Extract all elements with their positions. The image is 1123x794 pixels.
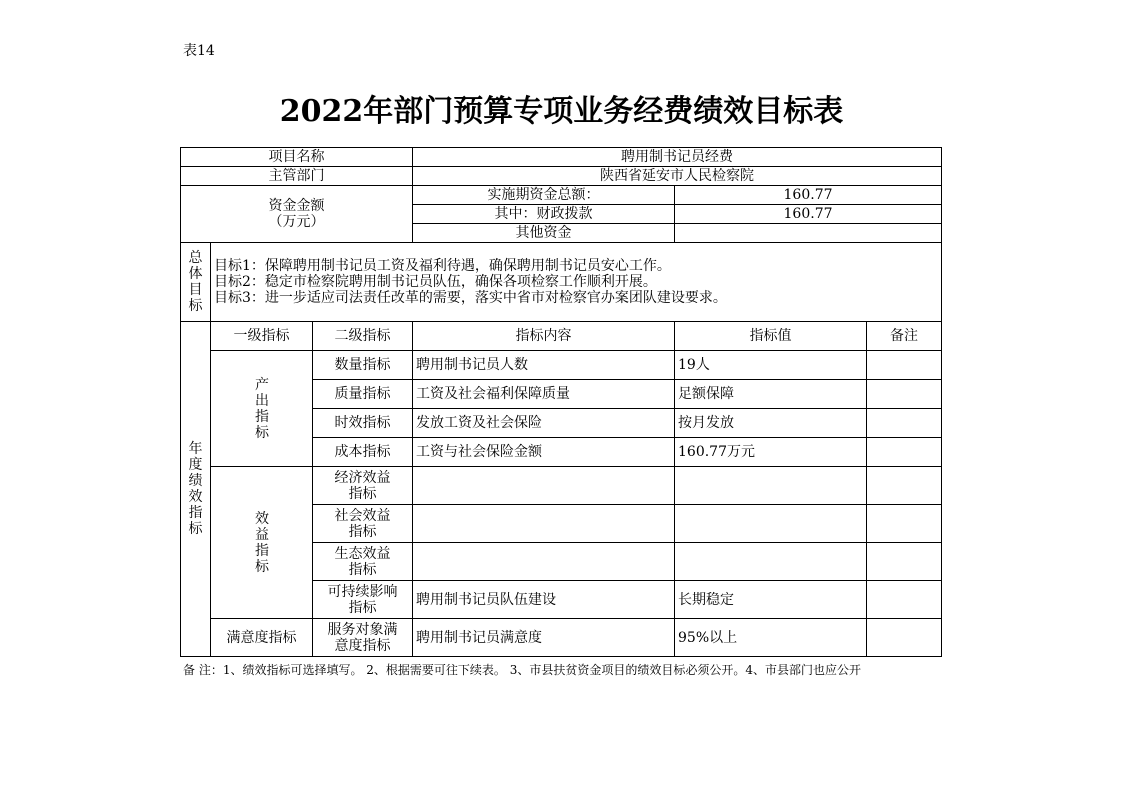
- table-row: [181, 619, 942, 657]
- project-name-value: 聘用制书记员经费: [413, 148, 942, 167]
- level2-cell: 时效指标: [313, 409, 413, 438]
- level2-cell: 可持续影响指标: [313, 581, 413, 619]
- goals-content: [211, 243, 942, 322]
- remark-cell: [867, 409, 942, 438]
- remark-cell: [867, 467, 942, 505]
- other-value: [675, 224, 942, 243]
- table-number: 表14: [183, 43, 215, 59]
- value-cell: [675, 543, 867, 581]
- total-value: 160.77: [675, 186, 942, 205]
- level2-cell: 成本指标: [313, 438, 413, 467]
- col-header-level1: 一级指标: [211, 322, 313, 351]
- annual-indicators-label: 年度绩效指标: [181, 322, 211, 657]
- remark-cell: [867, 581, 942, 619]
- content-cell: 聘用制书记员队伍建设: [413, 581, 675, 619]
- fiscal-value: 160.77: [675, 205, 942, 224]
- value-cell: 足额保障: [675, 380, 867, 409]
- group-satisfaction-label: 满意度指标: [211, 619, 313, 657]
- content-cell: [413, 467, 675, 505]
- content-cell: 工资与社会保险金额: [413, 438, 675, 467]
- fiscal-label: 其中：财政拨款: [413, 205, 675, 224]
- level2-cell: 数量指标: [313, 351, 413, 380]
- remark-cell: [867, 438, 942, 467]
- content-cell: 聘用制书记员人数: [413, 351, 675, 380]
- fund-label-line1: 资金金额: [268, 198, 325, 214]
- goal-3: 目标3：进一步适应司法责任改革的需要，落实中省市对检察官办案团队建设要求。: [214, 290, 727, 306]
- level2-cell: 服务对象满意度指标: [313, 619, 413, 657]
- fund-label-line2: （万元）: [268, 214, 325, 230]
- fund-label: [181, 186, 413, 243]
- value-cell: 19人: [675, 351, 867, 380]
- dept-label: 主管部门: [181, 167, 413, 186]
- col-header-content: 指标内容: [413, 322, 675, 351]
- group-benefit-label: 效益指标: [211, 467, 313, 619]
- value-cell: 按月发放: [675, 409, 867, 438]
- table-row: [181, 351, 942, 380]
- col-header-value: 指标值: [675, 322, 867, 351]
- goal-2: 目标2：稳定市检察院聘用制书记员队伍，确保各项检察工作顺利开展。: [214, 274, 657, 290]
- level2-cell: 生态效益指标: [313, 543, 413, 581]
- remark-cell: [867, 543, 942, 581]
- content-cell: 聘用制书记员满意度: [413, 619, 675, 657]
- other-label: 其他资金: [413, 224, 675, 243]
- footnote: 备 注：1、绩效指标可选择填写。 2、根据需要可往下续表。 3、市县扶贫资金项目的绩效目标必须公开。4、市县部门也应公开: [183, 663, 861, 677]
- dept-value: 陕西省延安市人民检察院: [413, 167, 942, 186]
- value-cell: 160.77万元: [675, 438, 867, 467]
- fund-total-row: [181, 186, 942, 205]
- value-cell: [675, 505, 867, 543]
- goals-label: 总体目标: [181, 243, 211, 322]
- project-name-label: 项目名称: [181, 148, 413, 167]
- total-label: 实施期资金总额：: [413, 186, 675, 205]
- level2-cell: 经济效益指标: [313, 467, 413, 505]
- value-cell: 95%以上: [675, 619, 867, 657]
- indicator-header-row: [181, 322, 942, 351]
- content-cell: [413, 543, 675, 581]
- content-cell: 工资及社会福利保障质量: [413, 380, 675, 409]
- performance-table: [180, 147, 942, 657]
- level2-cell: 社会效益指标: [313, 505, 413, 543]
- col-header-remark: 备注: [867, 322, 942, 351]
- remark-cell: [867, 505, 942, 543]
- value-cell: 长期稳定: [675, 581, 867, 619]
- table-row: [181, 467, 942, 505]
- content-cell: 发放工资及社会保险: [413, 409, 675, 438]
- value-cell: [675, 467, 867, 505]
- goals-row: [181, 243, 942, 322]
- project-name-row: [181, 148, 942, 167]
- remark-cell: [867, 380, 942, 409]
- remark-cell: [867, 351, 942, 380]
- remark-cell: [867, 619, 942, 657]
- goal-1: 目标1：保障聘用制书记员工资及福利待遇，确保聘用制书记员安心工作。: [214, 258, 671, 274]
- content-cell: [413, 505, 675, 543]
- level2-cell: 质量指标: [313, 380, 413, 409]
- page-title: 2022年部门预算专项业务经费绩效目标表: [279, 94, 844, 129]
- col-header-level2: 二级指标: [313, 322, 413, 351]
- group-output-label: 产出指标: [211, 351, 313, 467]
- dept-row: [181, 167, 942, 186]
